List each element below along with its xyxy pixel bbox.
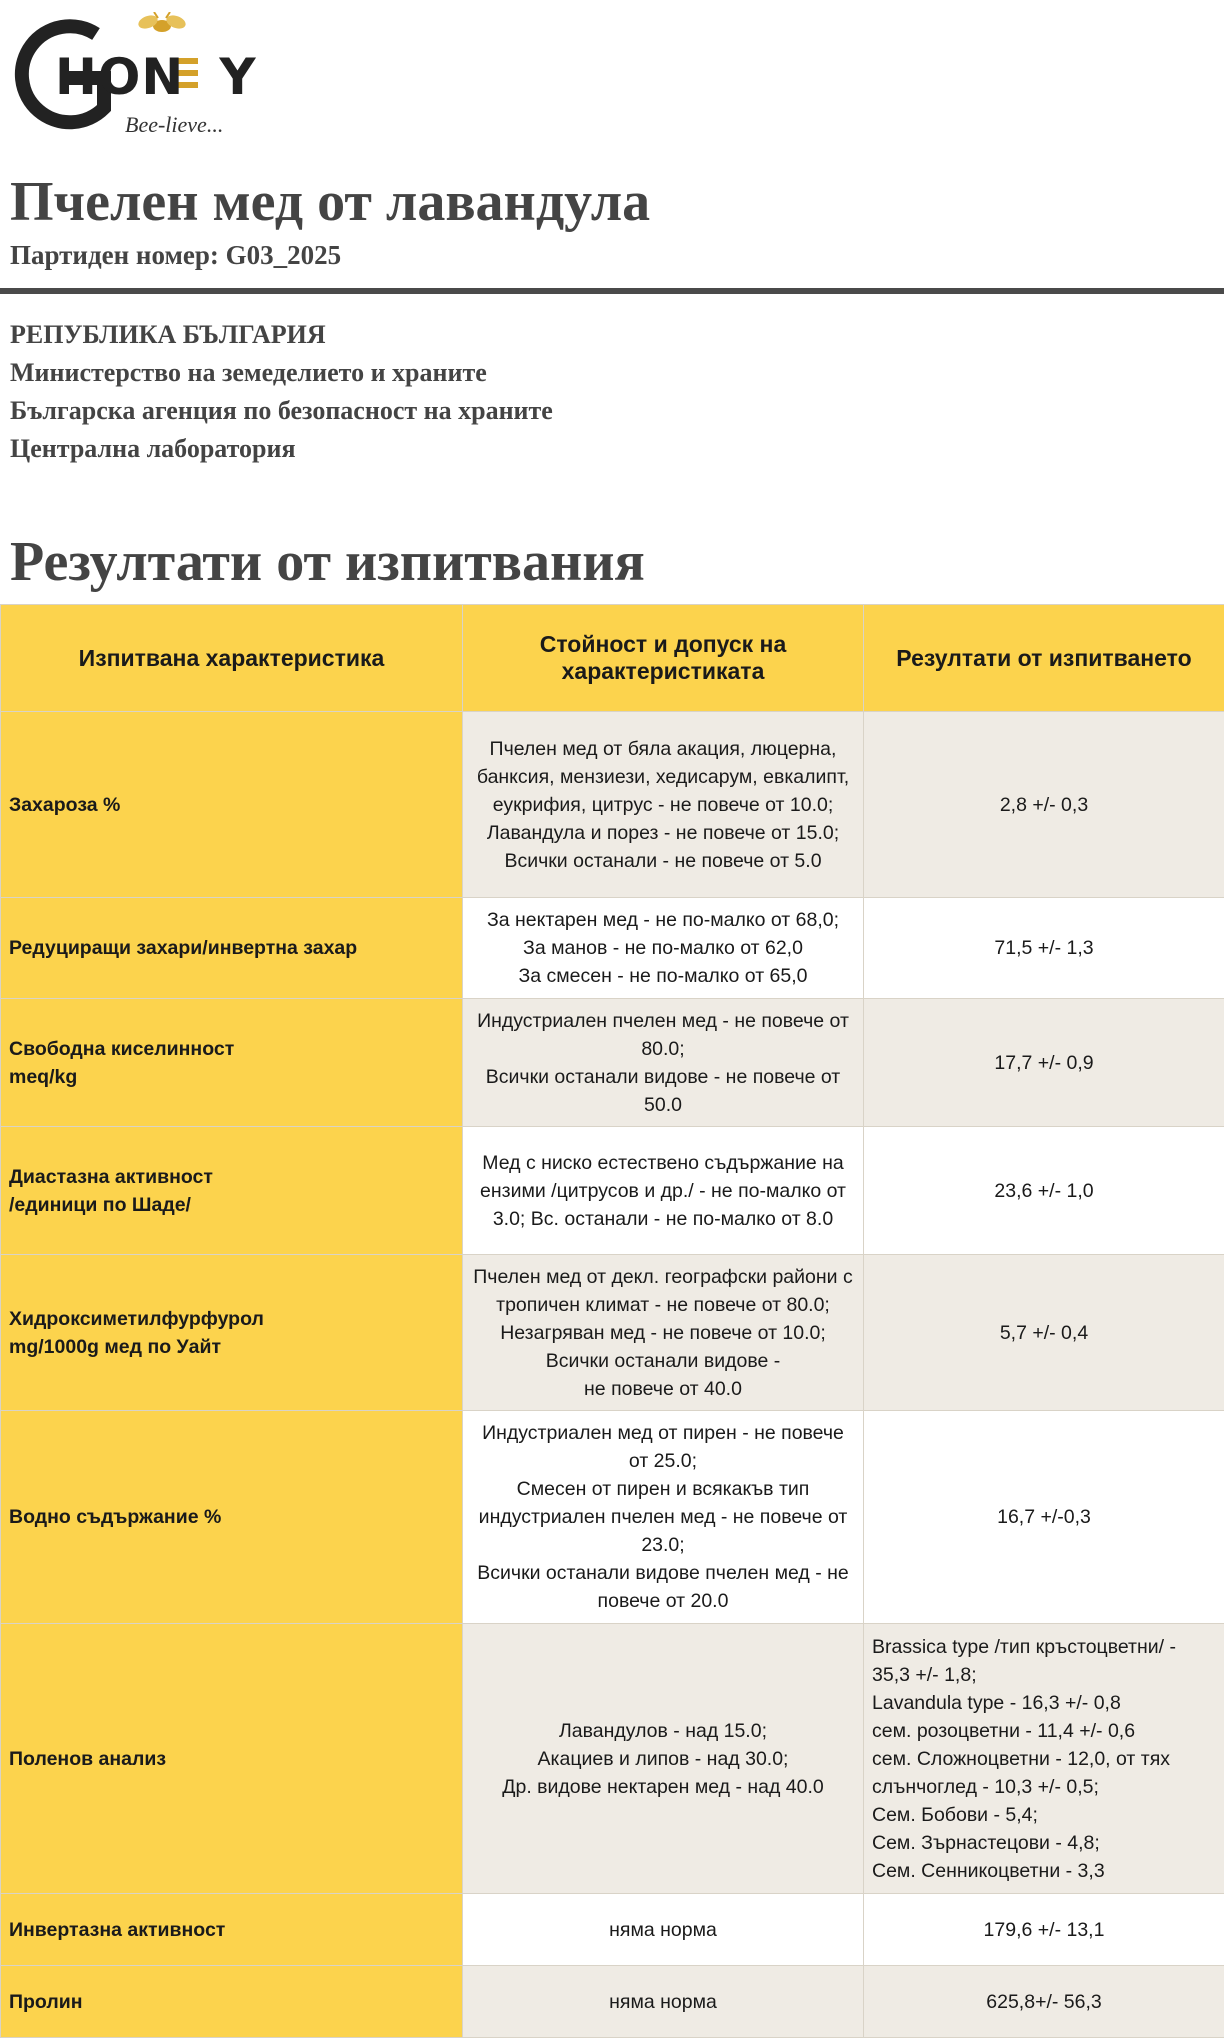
logo-wordmark-visual: HON Y bbox=[55, 48, 257, 106]
table-header-row bbox=[1, 605, 1224, 712]
result-cell: 179,6 +/- 13,1 bbox=[864, 1894, 1224, 1966]
result-cell: 17,7 +/- 0,9 bbox=[864, 999, 1224, 1127]
column-header-characteristic: Изпитвана характеристика bbox=[1, 605, 463, 712]
column-header-norm: Стойност и допуск на характеристиката bbox=[463, 605, 864, 712]
norm-cell: За нектарен мед - не по-малко от 68,0; За манов - не по-малко от 62,0 За смесен - не по-малко от 65,0 bbox=[463, 898, 864, 999]
norm-cell: Индустриален пчелен мед - не повече от 80.0; Всички останали видове - не повече от 50.0 bbox=[463, 999, 864, 1127]
characteristic-cell: Хидроксиметилфурфурол mg/1000g мед по Уайт bbox=[1, 1255, 463, 1411]
table-row bbox=[1, 712, 1224, 898]
authority-agency: Българска агенция по безопасност на храните bbox=[10, 396, 553, 425]
norm-cell: няма норма bbox=[463, 1894, 864, 1966]
characteristic-cell: Диастазна активност /единици по Шаде/ bbox=[1, 1127, 463, 1255]
table-row bbox=[1, 1255, 1224, 1411]
table-row bbox=[1, 1127, 1224, 1255]
result-cell: 16,7 +/-0,3 bbox=[864, 1411, 1224, 1624]
table-row bbox=[1, 1966, 1224, 2038]
characteristic-cell: Свободна киселинност meq/kg bbox=[1, 999, 463, 1127]
authority-lab: Централна лаборатория bbox=[10, 434, 296, 463]
result-cell: Brassica type /тип кръстоцветни/ - 35,3 +/- 1,8; Lavandula type - 16,3 +/- 0,8 сем. розоцветни - 11,4 +/- 0,6 сем. Сложноцветни - 12,0, от тях слънчоглед - 10,3 +/- 0,5; Сем. Бобови - 5,4; Сем. Зърнастецови - 4,8; Сем. Сенникоцветни - 3,3 bbox=[864, 1624, 1224, 1894]
result-cell: 71,5 +/- 1,3 bbox=[864, 898, 1224, 999]
result-cell: 625,8+/- 56,3 bbox=[864, 1966, 1224, 2038]
norm-cell: Лавандулов - над 15.0; Акациев и липов - над 30.0; Др. видове нектарен мед - над 40.0 bbox=[463, 1624, 864, 1894]
characteristic-cell: Пролин bbox=[1, 1966, 463, 2038]
characteristic-cell: Поленов анализ bbox=[1, 1624, 463, 1894]
column-header-result: Резултати от изпитването bbox=[864, 605, 1224, 712]
table-row bbox=[1, 898, 1224, 999]
authority-block bbox=[10, 316, 553, 468]
batch-number: Партиден номер: G03_2025 bbox=[10, 240, 342, 270]
norm-cell: няма норма bbox=[463, 1966, 864, 2038]
results-heading: Резултати от изпитвания bbox=[10, 531, 645, 593]
authority-ministry: Министерство на земеделието и храните bbox=[10, 358, 487, 387]
characteristic-cell: Захароза % bbox=[1, 712, 463, 898]
table-row bbox=[1, 1411, 1224, 1624]
norm-cell: Пчелен мед от декл. географски райони с тропичен климат - не повече от 80.0; Незагряван мед - не повече от 10.0; Всички останали видове - не повече от 40.0 bbox=[463, 1255, 864, 1411]
result-cell: 5,7 +/- 0,4 bbox=[864, 1255, 1224, 1411]
product-title: Пчелен мед от лавандула bbox=[10, 171, 651, 233]
table-row bbox=[1, 1624, 1224, 1894]
characteristic-cell: Водно съдържание % bbox=[1, 1411, 463, 1624]
characteristic-cell: Инвертазна активност bbox=[1, 1894, 463, 1966]
result-cell: 23,6 +/- 1,0 bbox=[864, 1127, 1224, 1255]
result-cell: 2,8 +/- 0,3 bbox=[864, 712, 1224, 898]
norm-cell: Мед с ниско естествено съдържание на ензими /цитрусов и др./ - не по-малко от 3.0; Вс. останали - не по-малко от 8.0 bbox=[463, 1127, 864, 1255]
table-row bbox=[1, 1894, 1224, 1966]
norm-cell: Пчелен мед от бяла акация, люцерна, банксия, мензиези, хедисарум, евкалипт, еукрифия, цитрус - не повече от 10.0; Лавандула и порез - не повече от 15.0; Всички останали - не повече от 5.0 bbox=[463, 712, 864, 898]
table-row bbox=[1, 999, 1224, 1127]
characteristic-cell: Редуциращи захари/инвертна захар bbox=[1, 898, 463, 999]
logo-tagline: Bee-lieve... bbox=[125, 112, 224, 137]
honey-logo bbox=[8, 12, 257, 142]
norm-cell: Индустриален мед от пирен - не повече от 25.0; Смесен от пирен и всякакъв тип индустриален пчелен мед - не повече от 23.0; Всички останали видове пчелен мед - не повече от 20.0 bbox=[463, 1411, 864, 1624]
header-divider bbox=[0, 288, 1224, 294]
results-table bbox=[0, 604, 1224, 2038]
authority-country: РЕПУБЛИКА БЪЛГАРИЯ bbox=[10, 320, 326, 349]
